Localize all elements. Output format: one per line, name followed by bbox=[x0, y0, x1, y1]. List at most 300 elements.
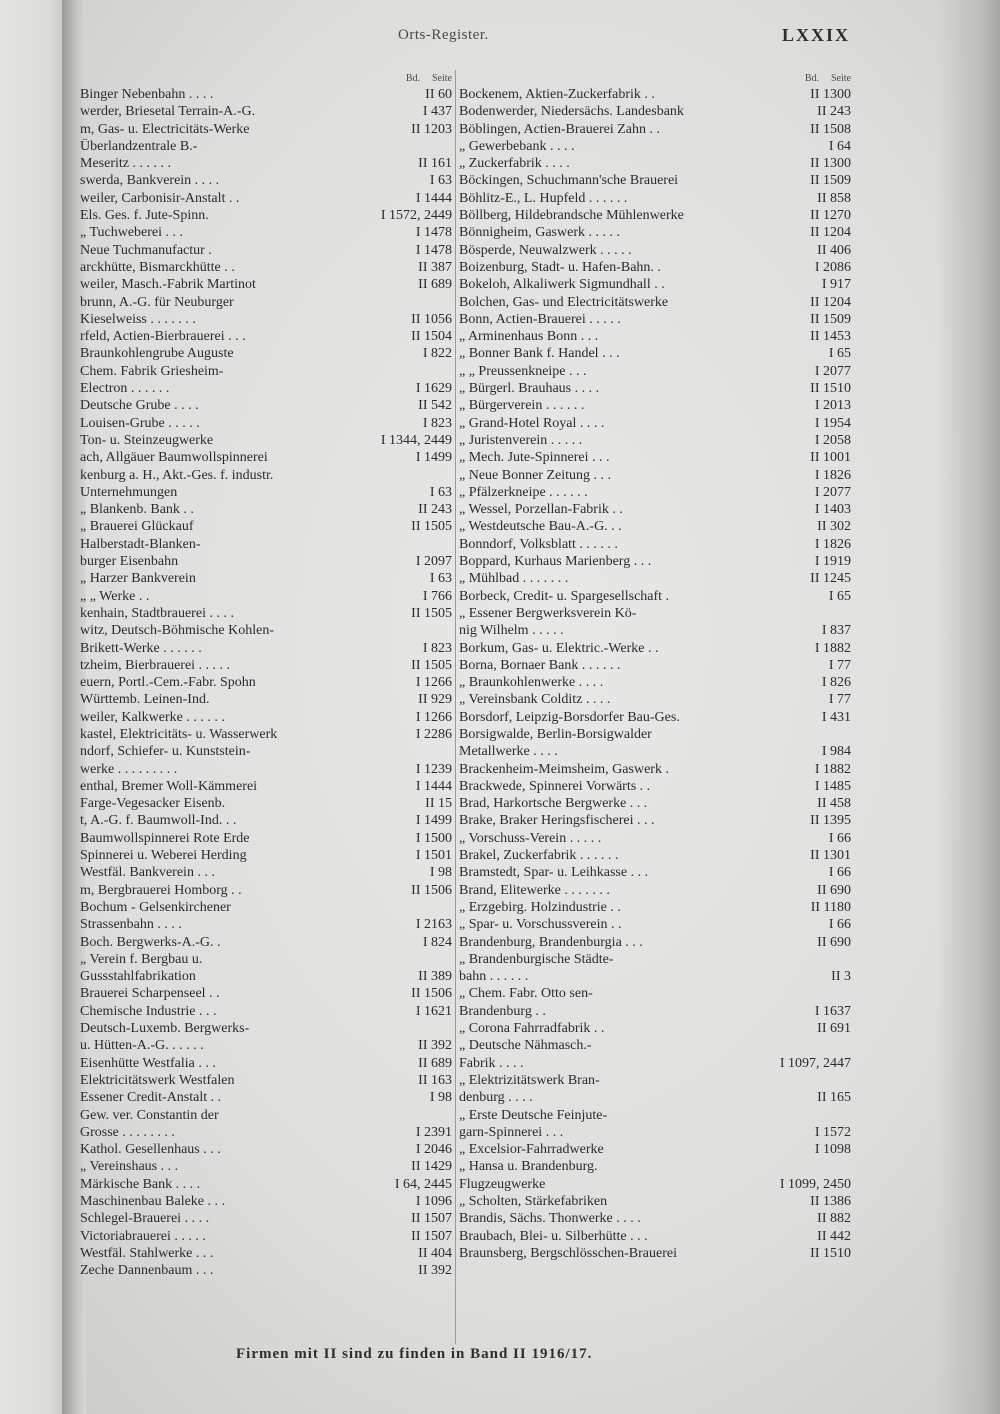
entry-name: „ Vereinsbank Colditz . . . . bbox=[459, 692, 611, 708]
entry-name: Braubach, Blei- u. Silberhütte . . . bbox=[459, 1228, 648, 1244]
header-seite: Seite bbox=[831, 73, 851, 84]
entry-reference bbox=[847, 1158, 851, 1175]
entry-reference: I 1882 bbox=[814, 640, 851, 656]
entry-name: Braunsberg, Bergschlösschen-Brauerei bbox=[459, 1245, 677, 1261]
entry-reference: II 392 bbox=[418, 1263, 452, 1279]
entry-name: „ Gewerbebank . . . . bbox=[459, 138, 575, 154]
entry-name: „ Arminenhaus Bonn . . . bbox=[459, 329, 599, 345]
entry-name: Chem. Fabrik Griesheim- bbox=[80, 363, 224, 379]
header-bd: Bd. bbox=[804, 73, 819, 84]
entry-reference: I 1826 bbox=[814, 467, 851, 483]
entry-name: Württemb. Leinen-Ind. bbox=[80, 692, 210, 708]
entry-name: „ Erste Deutsche Feinjute- bbox=[459, 1107, 608, 1123]
entry-reference: I 837 bbox=[821, 623, 851, 639]
entry-reference bbox=[847, 951, 851, 968]
entry-reference: II 1509 bbox=[810, 311, 851, 327]
index-entry bbox=[80, 224, 452, 241]
entry-name: swerda, Bankverein . . . . bbox=[80, 173, 220, 189]
entry-name: „ Neue Bonner Zeitung . . . bbox=[459, 467, 612, 483]
index-entry bbox=[80, 467, 452, 484]
entry-reference: II 1505 bbox=[411, 519, 452, 535]
index-entry bbox=[459, 812, 851, 829]
entry-reference: I 1485 bbox=[814, 778, 851, 794]
entry-name: Böblingen, Actien-Brauerei Zahn . . bbox=[459, 121, 660, 137]
index-entry bbox=[80, 622, 452, 639]
index-entry bbox=[80, 311, 452, 328]
entry-name: weiler, Carbonisir-Anstalt . . bbox=[80, 190, 240, 206]
entry-name: rfeld, Actien-Bierbrauerei . . . bbox=[80, 329, 246, 345]
index-entry bbox=[459, 1158, 851, 1175]
entry-reference bbox=[847, 726, 851, 743]
entry-name: „ Harzer Bankverein bbox=[80, 571, 196, 587]
entry-reference: II 404 bbox=[418, 1245, 452, 1261]
index-entry bbox=[459, 380, 851, 397]
entry-reference: I 1239 bbox=[415, 761, 452, 777]
index-entry bbox=[459, 985, 851, 1002]
entry-reference: I 1478 bbox=[415, 242, 452, 258]
entry-reference: II 1453 bbox=[810, 329, 851, 345]
entry-name: nig Wilhelm . . . . . bbox=[459, 623, 564, 639]
index-entry bbox=[459, 1124, 851, 1141]
page-number: LXXIX bbox=[782, 25, 851, 45]
entry-name: denburg . . . . bbox=[459, 1090, 533, 1106]
entry-name: Kathol. Gesellenhaus . . . bbox=[80, 1142, 221, 1158]
entry-name: bahn . . . . . . bbox=[459, 969, 529, 985]
entry-reference: I 1621 bbox=[415, 1003, 452, 1019]
index-entry bbox=[80, 518, 452, 535]
index-entry bbox=[459, 224, 851, 241]
entry-reference: I 63 bbox=[429, 571, 452, 587]
entry-name: „ Mühlbad . . . . . . . bbox=[459, 571, 569, 587]
index-entry bbox=[80, 86, 452, 103]
entry-reference bbox=[448, 951, 452, 968]
entry-reference: I 2286 bbox=[415, 726, 452, 742]
index-entry bbox=[80, 985, 452, 1002]
entry-reference: I 1572, 2449 bbox=[380, 208, 452, 224]
entry-name: Schlegel-Brauerei . . . . bbox=[80, 1211, 210, 1227]
entry-reference: I 98 bbox=[429, 865, 452, 881]
entry-name: Kieselweiss . . . . . . . bbox=[80, 311, 196, 327]
index-entry bbox=[459, 622, 851, 639]
entry-reference bbox=[847, 1037, 851, 1054]
entry-name: „ Vorschuss-Verein . . . . . bbox=[459, 830, 602, 846]
entry-reference: I 66 bbox=[828, 830, 851, 846]
index-entry bbox=[80, 553, 452, 570]
entry-name: Victoriabrauerei . . . . . bbox=[80, 1228, 206, 1244]
entry-reference: II 392 bbox=[418, 1038, 452, 1054]
entry-name: Gussstahlfabrikation bbox=[80, 969, 196, 985]
entry-name: Strassenbahn . . . . bbox=[80, 917, 182, 933]
index-entry bbox=[80, 743, 452, 760]
index-entry bbox=[80, 363, 452, 380]
entry-name: Boppard, Kurhaus Marienberg . . . bbox=[459, 554, 652, 570]
index-entry bbox=[459, 328, 851, 345]
index-entry bbox=[459, 899, 851, 916]
index-entry bbox=[80, 536, 452, 553]
entry-reference bbox=[448, 1020, 452, 1037]
entry-name: Metallwerke . . . . bbox=[459, 744, 558, 760]
entry-reference: I 77 bbox=[828, 692, 851, 708]
index-entry bbox=[80, 916, 452, 933]
entry-reference: I 66 bbox=[828, 865, 851, 881]
entry-reference: II 15 bbox=[425, 796, 452, 812]
entry-reference: II 882 bbox=[817, 1211, 851, 1227]
entry-name: Zeche Dannenbaum . . . bbox=[80, 1263, 214, 1279]
index-entry bbox=[80, 501, 452, 518]
entry-reference: II 1300 bbox=[810, 87, 851, 102]
entry-name: Brandenburg . . bbox=[459, 1003, 546, 1019]
entry-reference: I 2086 bbox=[814, 259, 851, 275]
entry-name: „ Bürgerl. Brauhaus . . . . bbox=[459, 381, 600, 397]
entry-reference: I 823 bbox=[422, 640, 452, 656]
entry-reference bbox=[448, 363, 452, 380]
index-entry bbox=[80, 882, 452, 899]
entry-reference: I 1098 bbox=[814, 1142, 851, 1158]
entry-name: garn-Spinnerei . . . bbox=[459, 1124, 564, 1140]
entry-name: „ Bonner Bank f. Handel . . . bbox=[459, 346, 620, 362]
entry-reference bbox=[448, 743, 452, 760]
entry-name: Böckingen, Schuchmann'sche Brauerei bbox=[459, 173, 679, 189]
entry-name: „ Essener Bergwerksverein Kö- bbox=[459, 605, 637, 621]
index-entry bbox=[459, 190, 851, 207]
index-entry bbox=[80, 1089, 452, 1106]
index-entry bbox=[459, 726, 851, 743]
index-entry bbox=[459, 415, 851, 432]
entry-name: Gew. ver. Constantin der bbox=[80, 1107, 219, 1123]
entry-name: Brandenburg, Brandenburgia . . . bbox=[459, 934, 643, 950]
entry-reference: I 824 bbox=[422, 934, 452, 950]
entry-reference: I 2077 bbox=[814, 363, 851, 379]
entry-name: Ton- u. Steinzeugwerke bbox=[80, 432, 214, 448]
entry-reference: II 1508 bbox=[810, 121, 851, 137]
entry-reference: I 822 bbox=[422, 346, 452, 362]
entry-reference: II 1510 bbox=[810, 381, 851, 397]
entry-reference: II 1056 bbox=[411, 311, 452, 327]
index-entry bbox=[80, 778, 452, 795]
index-entry bbox=[80, 345, 452, 362]
entry-name: „ Corona Fahrradfabrik . . bbox=[459, 1021, 605, 1037]
index-entry bbox=[459, 311, 851, 328]
entry-name: Böllberg, Hildebrandsche Mühlenwerke bbox=[459, 208, 684, 224]
entry-name: Brackenheim-Meimsheim, Gaswerk . bbox=[459, 761, 669, 777]
index-entry bbox=[80, 761, 452, 778]
index-entry bbox=[80, 795, 452, 812]
column-header bbox=[80, 72, 452, 86]
index-entry bbox=[459, 536, 851, 553]
entry-reference: II 302 bbox=[817, 519, 851, 535]
index-entry bbox=[80, 657, 452, 674]
entry-name: Überlandzentrale B.- bbox=[80, 138, 198, 154]
entry-reference bbox=[847, 1072, 851, 1089]
entry-reference: II 1395 bbox=[810, 813, 851, 829]
entry-name: Maschinenbau Baleke . . . bbox=[80, 1194, 226, 1209]
index-entry bbox=[459, 1141, 851, 1158]
index-entry bbox=[459, 570, 851, 587]
entry-name: Neue Tuchmanufactur . bbox=[80, 242, 212, 258]
entry-reference: II 1301 bbox=[810, 848, 851, 864]
entry-reference: II 1506 bbox=[411, 986, 452, 1002]
entry-reference: I 1501 bbox=[415, 848, 452, 864]
index-entry bbox=[459, 553, 851, 570]
entry-name: arckhütte, Bismarckhütte . . bbox=[80, 259, 235, 275]
entry-name: „ Spar- u. Vorschussverein . . bbox=[459, 917, 622, 933]
entry-reference: II 1203 bbox=[411, 121, 452, 137]
entry-name: Deutsche Grube . . . . bbox=[80, 398, 199, 414]
entry-name: enthal, Bremer Woll-Kämmerei bbox=[80, 778, 258, 794]
index-entry bbox=[459, 916, 851, 933]
entry-reference: II 542 bbox=[418, 398, 452, 414]
entry-name: Halberstadt-Blanken- bbox=[80, 536, 201, 552]
index-entry bbox=[459, 432, 851, 449]
entry-name: Electron . . . . . . bbox=[80, 381, 170, 397]
index-entry bbox=[80, 899, 452, 916]
entry-reference: II 1507 bbox=[411, 1228, 452, 1244]
index-entry bbox=[459, 847, 851, 864]
index-entry bbox=[459, 501, 851, 518]
entry-reference: I 2013 bbox=[814, 398, 851, 414]
index-entry bbox=[80, 415, 452, 432]
entry-reference: I 63 bbox=[429, 484, 452, 500]
entry-reference: I 1097, 2447 bbox=[779, 1055, 851, 1071]
entry-name: burger Eisenbahn bbox=[80, 554, 179, 570]
entry-name: „ Wessel, Porzellan-Fabrik . . bbox=[459, 502, 623, 518]
entry-name: „ Juristenverein . . . . . bbox=[459, 432, 583, 448]
entry-reference: II 1386 bbox=[810, 1194, 851, 1209]
index-entry bbox=[80, 812, 452, 829]
entry-reference: I 1919 bbox=[814, 554, 851, 570]
entry-name: Chemische Industrie . . . bbox=[80, 1003, 217, 1019]
header-seite: Seite bbox=[432, 73, 452, 84]
entry-reference: I 1629 bbox=[415, 381, 452, 397]
index-entry bbox=[459, 484, 851, 501]
entry-name: „ Brauerei Glückauf bbox=[80, 519, 194, 535]
entry-reference: I 1572 bbox=[814, 1124, 851, 1140]
index-entry bbox=[80, 121, 452, 138]
index-entry bbox=[80, 1210, 452, 1227]
entry-name: Boizenburg, Stadt- u. Hafen-Bahn. . bbox=[459, 259, 661, 275]
entry-name: Brauerei Scharpenseel . . bbox=[80, 986, 220, 1002]
index-entry bbox=[80, 709, 452, 726]
index-entry bbox=[80, 138, 452, 155]
entry-reference: I 823 bbox=[422, 415, 452, 431]
entry-name: werder, Briesetal Terrain-A.-G. bbox=[80, 104, 256, 120]
entry-name: ndorf, Schiefer- u. Kunststein- bbox=[80, 744, 251, 760]
index-entry bbox=[80, 640, 452, 657]
index-entry bbox=[80, 484, 452, 501]
index-entry bbox=[459, 588, 851, 605]
entry-name: m, Bergbrauerei Homborg . . bbox=[80, 882, 242, 898]
index-entry bbox=[80, 103, 452, 120]
entry-reference: II 1204 bbox=[810, 294, 851, 310]
index-entry bbox=[459, 1072, 851, 1089]
index-entry bbox=[459, 1003, 851, 1020]
entry-name: Spinnerei u. Weberei Herding bbox=[80, 848, 247, 864]
index-entry bbox=[459, 1210, 851, 1227]
index-entry bbox=[80, 1055, 452, 1072]
entry-name: Fabrik . . . . bbox=[459, 1055, 524, 1071]
entry-name: Binger Nebenbahn . . . . bbox=[80, 87, 214, 102]
entry-name: ach, Allgäuer Baumwollspinnerei bbox=[80, 450, 268, 466]
entry-name: „ Chem. Fabr. Otto sen- bbox=[459, 986, 593, 1002]
index-entry bbox=[80, 968, 452, 985]
index-entry bbox=[459, 259, 851, 276]
entry-name: Bonndorf, Volksblatt . . . . . . bbox=[459, 536, 618, 552]
entry-name: kenburg a. H., Akt.-Ges. f. industr. bbox=[80, 467, 274, 483]
index-entry bbox=[459, 934, 851, 951]
index-entry bbox=[80, 1141, 452, 1158]
entry-name: „ Blankenb. Bank . . bbox=[80, 502, 194, 518]
entry-name: Bonn, Actien-Brauerei . . . . . bbox=[459, 311, 621, 327]
entry-name: „ Excelsior-Fahrradwerke bbox=[459, 1142, 604, 1158]
entry-reference: II 689 bbox=[418, 1055, 452, 1071]
index-entry bbox=[80, 1037, 452, 1054]
entry-name: „ Zuckerfabrik . . . . bbox=[459, 156, 570, 172]
entry-name: Bodenwerder, Niedersächs. Landesbank bbox=[459, 104, 684, 120]
column-header bbox=[459, 72, 851, 86]
entry-reference: I 1444 bbox=[415, 778, 452, 794]
entry-name: „ Tuchweberei . . . bbox=[80, 225, 184, 241]
index-entry bbox=[459, 1245, 851, 1262]
entry-name: Märkische Bank . . . . bbox=[80, 1176, 201, 1192]
index-entry bbox=[459, 1176, 851, 1193]
index-entry bbox=[80, 1107, 452, 1124]
entry-name: Brikett-Werke . . . . . . bbox=[80, 640, 202, 656]
entry-reference: II 690 bbox=[817, 934, 851, 950]
entry-name: Brad, Harkortsche Bergwerke . . . bbox=[459, 796, 648, 812]
page-edge-shadow bbox=[936, 0, 1000, 1414]
entry-reference: I 1096 bbox=[415, 1194, 452, 1209]
entry-reference: II 458 bbox=[817, 796, 851, 812]
entry-name: Bokeloh, Alkaliwerk Sigmundhall . . bbox=[459, 277, 665, 293]
index-entry bbox=[80, 449, 452, 466]
entry-name: kenhain, Stadtbrauerei . . . . bbox=[80, 605, 234, 621]
entry-name: Westfäl. Stahlwerke . . . bbox=[80, 1245, 214, 1261]
entry-reference bbox=[448, 467, 452, 484]
index-entry bbox=[80, 242, 452, 259]
index-entry bbox=[459, 951, 851, 968]
entry-reference: II 3 bbox=[831, 969, 851, 985]
entry-name: „ Westdeutsche Bau-A.-G. . . bbox=[459, 519, 622, 535]
entry-reference: I 1500 bbox=[415, 830, 452, 846]
entry-name: „ Scholten, Stärkefabriken bbox=[459, 1194, 608, 1209]
entry-reference bbox=[448, 899, 452, 916]
index-entry bbox=[80, 691, 452, 708]
index-entry bbox=[80, 674, 452, 691]
index-entry bbox=[80, 934, 452, 951]
index-entry bbox=[80, 294, 452, 311]
entry-reference: II 243 bbox=[817, 104, 851, 120]
entry-name: Bochum - Gelsenkirchener bbox=[80, 899, 231, 915]
entry-reference: II 1509 bbox=[810, 173, 851, 189]
entry-reference: II 165 bbox=[817, 1090, 851, 1106]
index-entry bbox=[80, 1228, 452, 1245]
entry-name: Els. Ges. f. Jute-Spinn. bbox=[80, 208, 209, 224]
index-entry bbox=[459, 778, 851, 795]
index-entry bbox=[459, 103, 851, 120]
entry-reference: II 243 bbox=[418, 502, 452, 518]
entry-name: „ Mech. Jute-Spinnerei . . . bbox=[459, 450, 610, 466]
entry-reference: I 1954 bbox=[814, 415, 851, 431]
index-entry bbox=[80, 1072, 452, 1089]
entry-reference bbox=[847, 1107, 851, 1124]
entry-name: werke . . . . . . . . . bbox=[80, 761, 178, 777]
entry-reference: I 1403 bbox=[814, 502, 851, 518]
entry-name: „ Braunkohlenwerke . . . . bbox=[459, 675, 604, 691]
index-entry bbox=[80, 190, 452, 207]
entry-name: t, A.-G. f. Baumwoll-Ind. . . bbox=[80, 813, 237, 829]
running-title: Orts-Register. bbox=[398, 27, 489, 43]
entry-reference: II 1510 bbox=[810, 1245, 851, 1261]
index-entry bbox=[80, 172, 452, 189]
left-column bbox=[80, 72, 452, 1279]
index-entry bbox=[459, 1089, 851, 1106]
index-entry bbox=[459, 121, 851, 138]
entry-reference: II 1506 bbox=[411, 882, 452, 898]
index-entry bbox=[80, 588, 452, 605]
footer-note: Firmen mit II sind zu finden in Band II 1916/17. bbox=[236, 1346, 593, 1362]
entry-name: tzheim, Bierbrauerei . . . . . bbox=[80, 657, 231, 673]
index-entry bbox=[459, 242, 851, 259]
entry-reference: II 1429 bbox=[411, 1159, 452, 1175]
entry-name: „ Erzgebirg. Holzindustrie . . bbox=[459, 899, 621, 915]
entry-name: euern, Portl.-Cem.-Fabr. Spohn bbox=[80, 675, 256, 691]
entry-reference: I 1826 bbox=[814, 536, 851, 552]
index-entry bbox=[80, 570, 452, 587]
entry-reference: I 917 bbox=[821, 277, 851, 293]
entry-name: weiler, Kalkwerke . . . . . . bbox=[80, 709, 225, 725]
entry-name: Brake, Braker Heringsfischerei . . . bbox=[459, 813, 655, 829]
left-entries bbox=[80, 86, 452, 1279]
entry-reference: II 1245 bbox=[810, 571, 851, 587]
entry-reference bbox=[847, 605, 851, 622]
index-entry bbox=[459, 864, 851, 881]
entry-name: „ Verein f. Bergbau u. bbox=[80, 951, 203, 967]
entry-name: Brackwede, Spinnerei Vorwärts . . bbox=[459, 778, 651, 794]
entry-name: Louisen-Grube . . . . . bbox=[80, 415, 200, 431]
index-entry bbox=[459, 605, 851, 622]
entry-name: Meseritz . . . . . . bbox=[80, 156, 171, 172]
entry-reference: II 1505 bbox=[411, 605, 452, 621]
entry-reference: I 766 bbox=[422, 588, 452, 604]
entry-reference: II 1180 bbox=[810, 899, 851, 915]
entry-name: Borsigwalde, Berlin-Borsigwalder bbox=[459, 726, 652, 742]
entry-name: „ Bürgerverein . . . . . . bbox=[459, 398, 585, 414]
entry-reference: I 431 bbox=[821, 709, 851, 725]
index-entry bbox=[80, 951, 452, 968]
entry-name: Bramstedt, Spar- u. Leihkasse . . . bbox=[459, 865, 649, 881]
entry-reference: I 437 bbox=[422, 104, 452, 120]
entry-name: u. Hütten-A.-G. . . . . . bbox=[80, 1038, 204, 1054]
index-entry bbox=[80, 726, 452, 743]
index-entry bbox=[459, 1020, 851, 1037]
index-entry bbox=[459, 1228, 851, 1245]
entry-reference: II 1300 bbox=[810, 156, 851, 172]
entry-name: Borna, Bornaer Bank . . . . . . bbox=[459, 657, 621, 673]
entry-reference: II 690 bbox=[817, 882, 851, 898]
entry-reference: II 1507 bbox=[411, 1211, 452, 1227]
entry-name: Böhlitz-E., L. Hupfeld . . . . . . bbox=[459, 190, 628, 206]
index-entry bbox=[459, 657, 851, 674]
entry-reference: I 98 bbox=[429, 1090, 452, 1106]
index-entry bbox=[80, 605, 452, 622]
right-column bbox=[459, 72, 851, 1262]
index-entry bbox=[459, 795, 851, 812]
index-entry bbox=[80, 1193, 452, 1210]
index-entry bbox=[459, 1037, 851, 1054]
entry-reference bbox=[847, 985, 851, 1002]
entry-reference: I 984 bbox=[821, 744, 851, 760]
entry-name: „ Vereinshaus . . . bbox=[80, 1159, 179, 1175]
